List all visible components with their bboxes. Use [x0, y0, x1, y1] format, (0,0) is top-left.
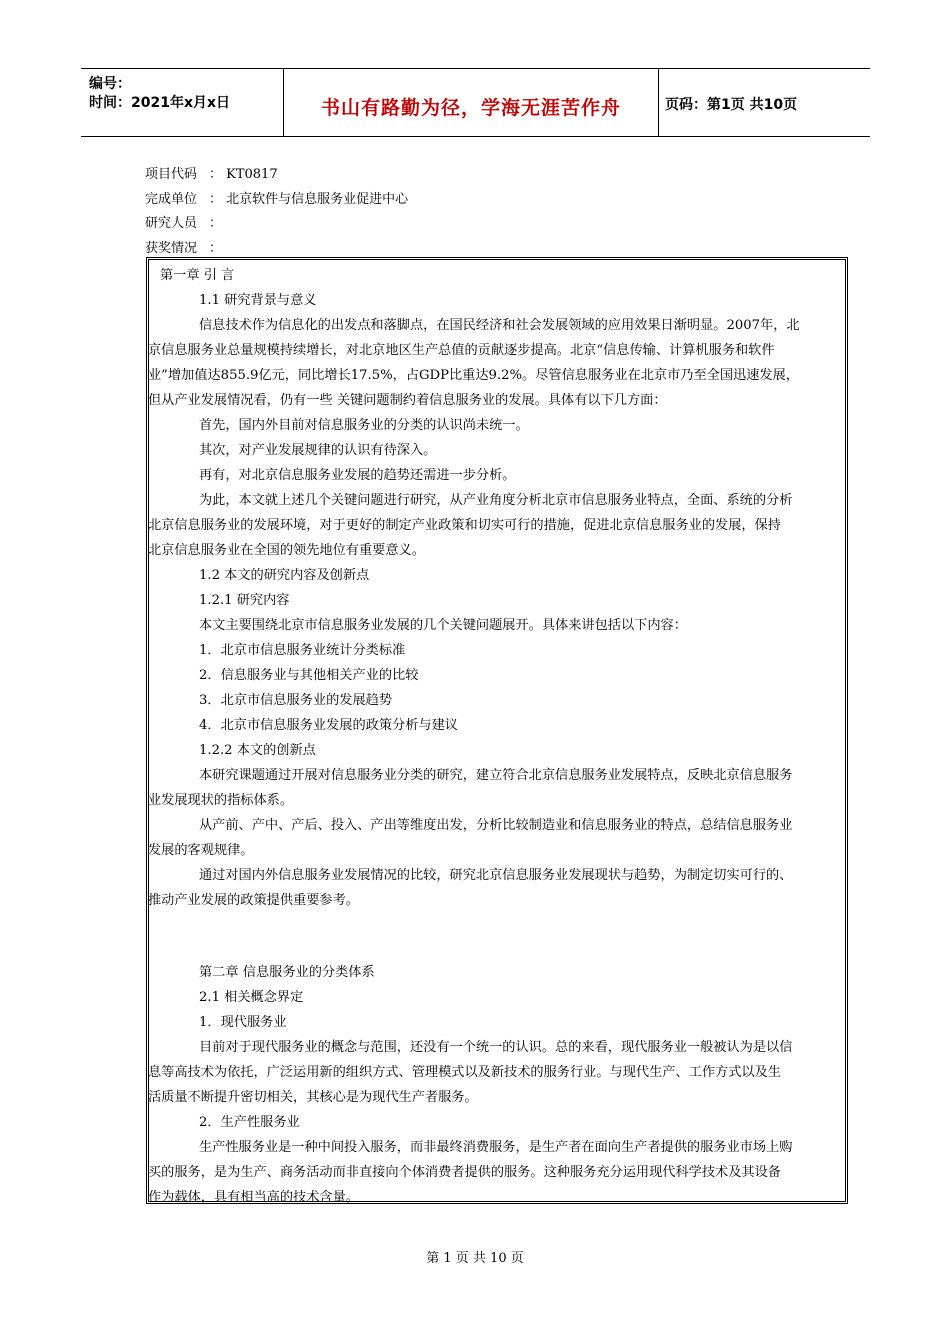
- meta-value: ：: [209, 216, 223, 231]
- paragraph-line: 再有，对北京信息服务业发展的趋势还需进一步分析。: [199, 468, 516, 483]
- meta-label: 研究人员: [145, 216, 198, 231]
- paragraph-line: 息等高技术为依托，广泛运用新的组织方式、管理模式以及新技术的服务行业。与现代生产、工作方式以及生: [148, 1065, 781, 1080]
- section-1-2-2-heading: 1.2.2 本文的创新点: [199, 743, 316, 758]
- paragraph-line: 通过对国内外信息服务业发展情况的比较，研究北京信息服务业发展现状与趋势，为制定切实可行的、: [199, 868, 793, 883]
- paragraph-line: 北京信息服务业的发展环境，对于更好的制定产业政策和切实可行的措施，促进北京信息服务业的发展，保持: [148, 518, 781, 533]
- meta-row-project-code: [145, 163, 278, 182]
- meta-row-organization: [145, 188, 408, 207]
- list-item: 3．北京市信息服务业的发展趋势: [199, 693, 393, 708]
- paragraph-line: 推动产业发展的政策提供重要参考。: [148, 893, 359, 908]
- paragraph-line: 从产前、产中、产后、投入、产出等维度出发，分析比较制造业和信息服务业的特点，总结信息服务业: [199, 818, 793, 833]
- section-2-1-heading: 2.1 相关概念界定: [199, 990, 304, 1005]
- concept-heading: 2．生产性服务业: [199, 1115, 300, 1130]
- paragraph-line: 买的服务，是为生产、商务活动而非直接向个体消费者提供的服务。这种服务充分运用现代科学技术及其设备: [148, 1165, 781, 1180]
- paragraph-line: 京信息服务业总量规模持续增长，对北京地区生产总值的贡献逐步提高。北京“信息传输、计算机服务和软件: [148, 343, 775, 358]
- paragraph-line: 但从产业发展情况看，仍有一些 关键问题制约着信息服务业的发展。具体有以下几方面：: [148, 393, 667, 408]
- page-header: [81, 68, 870, 137]
- paragraph-line: 本研究课题通过开展对信息服务业分类的研究，建立符合北京信息服务业发展特点，反映北京信息服务: [199, 768, 793, 783]
- list-item: 1．北京市信息服务业统计分类标准: [199, 643, 406, 658]
- paragraph-line: 生产性服务业是一种中间投入服务，而非最终消费服务，是生产者在面向生产者提供的服务业市场上购: [199, 1140, 793, 1155]
- paragraph-line: 发展的客观规律。: [148, 843, 254, 858]
- paragraph-line: 活质量不断提升密切相关，其核心是为现代生产者服务。: [148, 1090, 478, 1105]
- header-page-number: 页码：第1页 共10页: [665, 97, 798, 113]
- meta-value: ： 北京软件与信息服务业促进中心: [209, 192, 409, 207]
- header-right-cell: [658, 69, 870, 136]
- list-item: 2．信息服务业与其他相关产业的比较: [199, 668, 419, 683]
- paragraph-line: 为此，本文就上述几个关键问题进行研究，从产业角度分析北京市信息服务业特点，全面、系统的分析: [199, 493, 793, 508]
- paragraph-line: 本文主要围绕北京市信息服务业发展的几个关键问题展开。具体来讲包括以下内容：: [199, 618, 687, 633]
- header-left-cell: [81, 69, 283, 136]
- section-1-1-heading: 1.1 研究背景与意义: [199, 293, 317, 308]
- paragraph-line: 北京信息服务业在全国的领先地位有重要意义。: [148, 543, 425, 558]
- concept-heading: 1．现代服务业: [199, 1015, 287, 1030]
- section-1-2-heading: 1.2 本文的研究内容及创新点: [199, 568, 370, 583]
- header-motto: 书山有路勤为径，学海无涯苦作舟: [320, 97, 621, 119]
- meta-label: 项目代码: [145, 167, 198, 182]
- paragraph-line: 作为载体，具有相当高的技术含量。: [148, 1190, 359, 1205]
- header-center-cell: [283, 69, 659, 136]
- paragraph-line: 其次，对产业发展规律的认识有待深入。: [199, 443, 437, 458]
- list-item: 4．北京市信息服务业发展的政策分析与建议: [199, 718, 458, 733]
- chapter1-title: 第一章 引 言: [160, 268, 235, 283]
- paragraph-line: 首先，国内外目前对信息服务业的分类的认识尚未统一。: [199, 418, 529, 433]
- meta-value: ：: [209, 241, 223, 256]
- document-number-label: 编号：: [89, 76, 131, 92]
- paragraph-line: 业发展现状的指标体系。: [148, 793, 294, 808]
- meta-row-awards: [145, 237, 222, 256]
- chapter2-title: 第二章 信息服务业的分类体系: [199, 965, 375, 980]
- document-date-label: 时间：2021年x月x日: [89, 95, 231, 111]
- meta-label: 完成单位: [145, 192, 198, 207]
- page-footer: 第 1 页 共 10 页: [426, 1251, 524, 1266]
- paragraph-line: 目前对于现代服务业的概念与范围，还没有一个统一的认识。总的来看，现代服务业一般被认为是以信: [199, 1040, 793, 1055]
- paragraph-line: 业”增加值达855.9亿元，同比增长17.5%，占GDP比重达9.2%。尽管信息服务业在北京市乃至全国迅速发展，: [148, 368, 799, 383]
- paragraph-line: 信息技术作为信息化的出发点和落脚点，在国民经济和社会发展领域的应用效果日渐明显。2007年，北: [199, 318, 800, 333]
- section-1-2-1-heading: 1.2.1 研究内容: [199, 593, 290, 608]
- meta-row-researchers: [145, 212, 222, 231]
- meta-value: ： KT0817: [209, 167, 278, 182]
- meta-label: 获奖情况: [145, 241, 198, 256]
